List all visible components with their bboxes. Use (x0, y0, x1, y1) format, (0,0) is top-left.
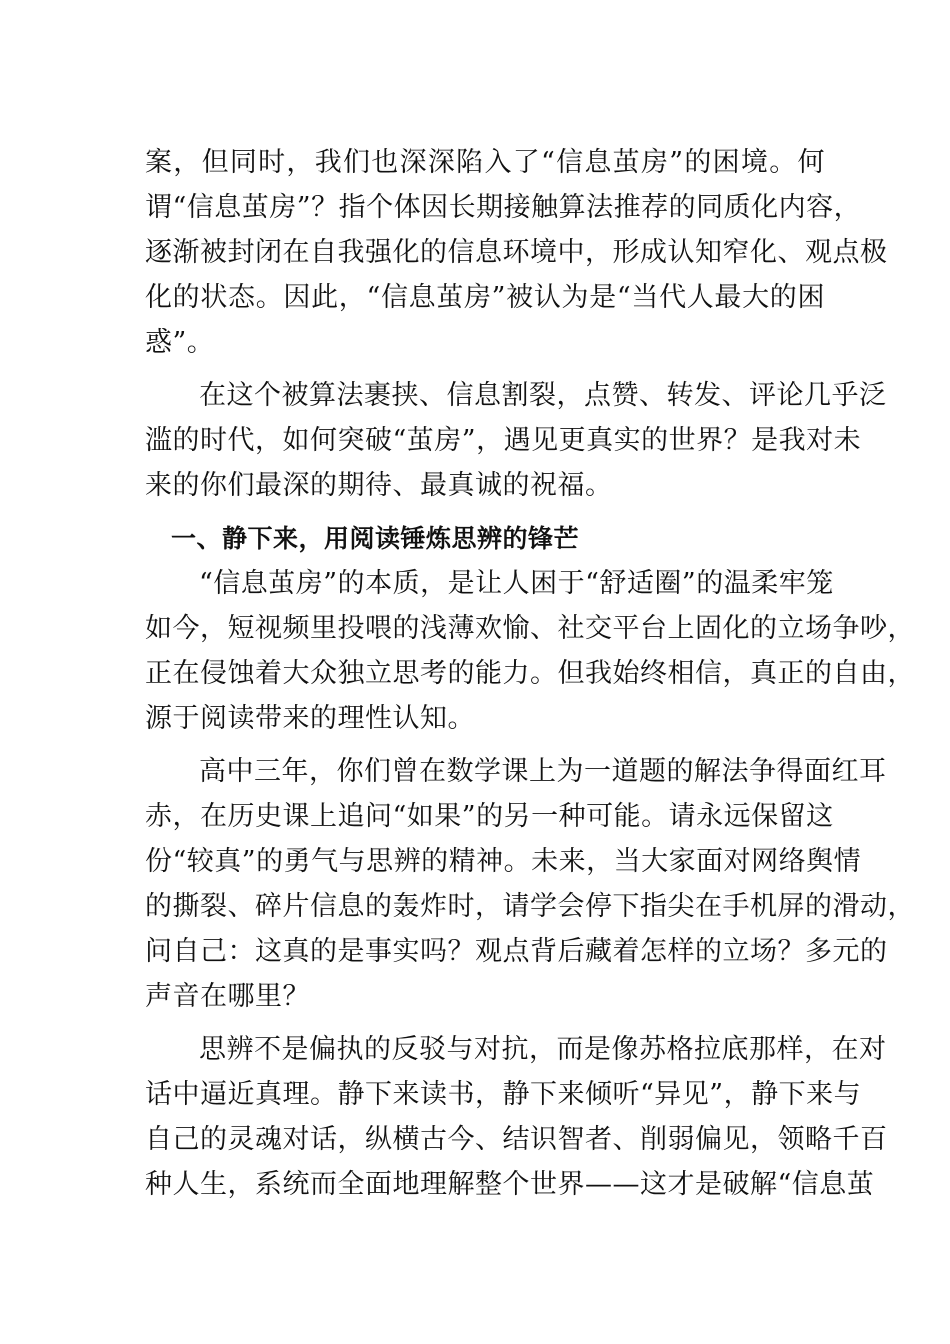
section-heading: 一、静下来，用阅读锤炼思辨的锋芒 (171, 524, 580, 553)
paragraph-4 (145, 749, 915, 1019)
paragraph-2 (145, 373, 887, 508)
text-line: 问自己：这真的是事实吗？观点背后藏着怎样的立场？多元的 (145, 936, 888, 967)
text-line: “信息茧房”的本质，是让人困于“舒适圈”的温柔牢笼 (199, 568, 834, 599)
text-line: 份“较真”的勇气与思辨的精神。未来，当大家面对网络舆情 (145, 846, 862, 877)
text-line: 源于阅读带来的理性认知。 (145, 703, 475, 734)
text-line: 的撕裂、碎片信息的轰炸时，请学会停下指尖在手机屏的滑动， (145, 891, 915, 922)
text-line: 种人生，系统而全面地理解整个世界——这才是破解“信息茧 (145, 1169, 875, 1200)
document-body (145, 140, 915, 1207)
text-line: 赤，在历史课上追问“如果”的另一种可能。请永远保留这 (145, 801, 834, 832)
text-line: 如今，短视频里投喂的浅薄欢愉、社交平台上固化的立场争吵， (145, 613, 915, 644)
text-line: 滥的时代，如何突破“茧房”，遇见更真实的世界？是我对未 (145, 425, 862, 456)
text-line: 声音在哪里？ (145, 981, 310, 1012)
text-line: 逐渐被封闭在自我强化的信息环境中，形成认知窄化、观点极 (145, 237, 888, 268)
text-line: 正在侵蚀着大众独立思考的能力。但我始终相信，真正的自由， (145, 658, 915, 689)
text-line: 话中逼近真理。静下来读书，静下来倾听“异见”，静下来与 (145, 1079, 862, 1110)
paragraph-5 (145, 1027, 888, 1207)
text-line: 在这个被算法裹挟、信息割裂，点赞、转发、评论几乎泛 (199, 380, 887, 411)
text-line: 高中三年，你们曾在数学课上为一道题的解法争得面红耳 (199, 756, 887, 787)
text-line: 化的状态。因此，“信息茧房”被认为是“当代人最大的困 (145, 282, 825, 313)
text-line: 谓“信息茧房”？指个体因长期接触算法推荐的同质化内容， (145, 192, 862, 223)
paragraph-3 (145, 561, 915, 741)
text-line: 来的你们最深的期待、最真诚的祝福。 (145, 470, 613, 501)
text-line: 惑”。 (145, 327, 215, 358)
text-line: 思辨不是偏执的反驳与对抗，而是像苏格拉底那样，在对 (199, 1034, 887, 1065)
paragraph-1 (145, 140, 888, 365)
text-line: 自己的灵魂对话，纵横古今、结识智者、削弱偏见，领略千百 (145, 1124, 888, 1155)
text-line: 案，但同时，我们也深深陷入了“信息茧房”的困境。何 (145, 147, 825, 178)
